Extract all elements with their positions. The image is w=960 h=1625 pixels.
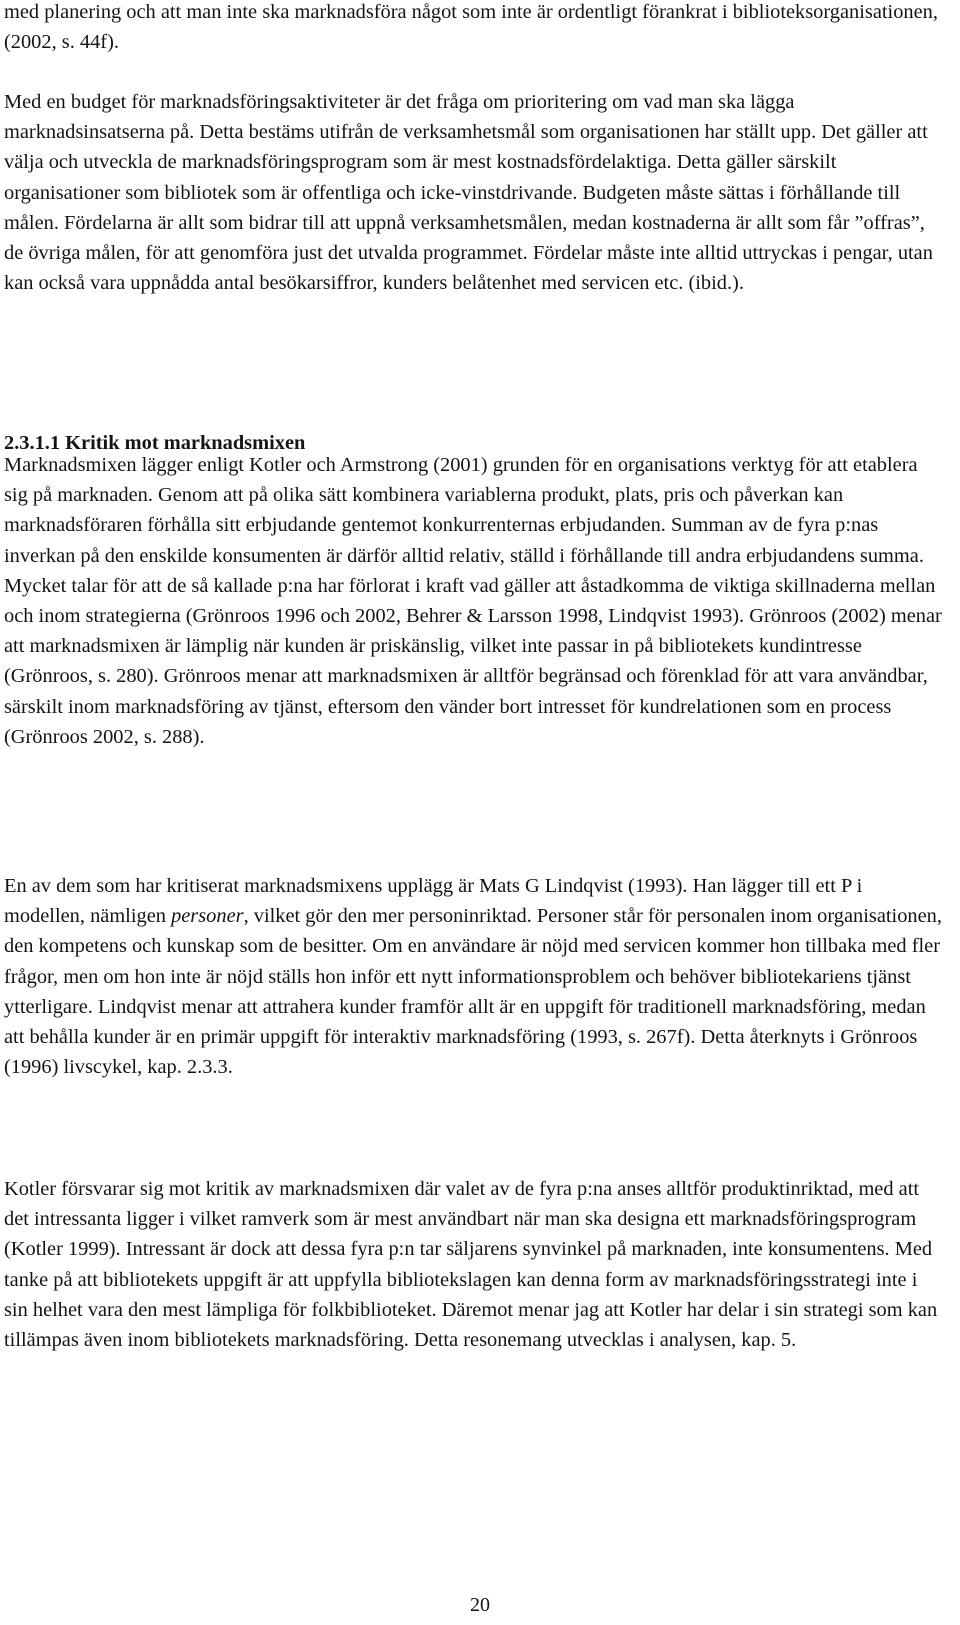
page-number: 20	[470, 1594, 490, 1616]
paragraph-lindqvist-start: En av dem som har kritiserat marknadsmixens upplägg är Mats G Lindqvist (1993). Han lägger till ett P i modellen, nämligen	[4, 875, 863, 928]
paragraph-kritik: Marknadsmixen lägger enligt Kotler och Armstrong (2001) grunden för en organisations verktyg för att etablera sig på marknaden. Genom att på olika sätt kombinera variablerna produkt, plats, pris och påverkan kan marknadsföraren förhålla sitt erbjudande gentemot konkurrenternas erbjudanden. Summan av de fyra p:nas inverkan på den enskilde konsumenten är därför alltid relativ, ställd i förhållande till andra erbjudandens summa. Mycket talar för att de så kallade p:na har förlorat i kraft vad gäller att åstadkomma de viktiga skillnaderna mellan och inom strategierna (Grönroos 1996 och 2002, Behrer & Larsson 1998, Lindqvist 1993). Grönroos (2002) menar att marknadsmixen är lämplig när kunden är priskänslig, vilket inte passar in på bibliotekets kundintresse (Grönroos, s. 280). Grönroos menar att marknadsmixen är alltför begränsad och förenklad för att vara användbar, särskilt inom marknadsföring av tjänst, eftersom den vänder bort intresset för kundrelationen som en process (Grönroos 2002, s. 288).	[4, 454, 942, 748]
section-heading: 2.3.1.1 Kritik mot marknadsmixen	[4, 432, 306, 454]
paragraph-continuation: med planering och att man inte ska marknadsföra något som inte är ordentligt förankrat i biblioteksorganisationen, (2002, s. 44f).	[4, 1, 938, 54]
paragraph-lindqvist	[4, 871, 944, 1082]
emphasized-term: personer	[171, 905, 244, 928]
paragraph-budget: Med en budget för marknadsföringsaktiviteter är det fråga om prioritering om vad man ska lägga marknadsinsatserna på. Detta bestäms utifrån de verksamhetsmål som organisationen har ställt upp. Det gäller att välja och utveckla de marknadsföringsprogram som är mest kostnadsfördelaktiga. Detta gäller särskilt organisationer som bibliotek som är offentliga och icke-vinstdrivande. Budgeten måste sättas i förhållande till målen. Fördelarna är allt som bidrar till att uppnå verksamhetsmålen, medan kostnaderna är allt som får ”offras”, de övriga målen, för att genomföra just det utvalda programmet. Fördelar måste inte alltid uttryckas i pengar, utan kan också vara uppnådda antal besökarsiffror, kunders belåtenhet med servicen etc. (ibid.).	[4, 91, 933, 295]
paragraph-kotler: Kotler försvarar sig mot kritik av marknadsmixen där valet av de fyra p:na anses alltför produktinriktad, med att det intressanta ligger i vilket ramverk som är mest användbart när man ska designa ett marknadsföringsprogram (Kotler 1999). Intressant är dock att dessa fyra p:n tar säljarens synvinkel på marknaden, inte konsumentens. Med tanke på att bibliotekets uppgift är att uppfylla bibliotekslagen kan denna form av marknadsföringsstrategi inte i sin helhet vara den mest lämpliga för folkbiblioteket. Däremot menar jag att Kotler har delar i sin strategi som kan tillämpas även inom bibliotekets marknadsföring. Detta resonemang utvecklas i analysen, kap. 5.	[4, 1178, 938, 1352]
paragraph-lindqvist-end: , vilket gör den mer personinriktad. Personer står för personalen inom organisationen, den kompetens och kunskap som de besitter. Om en användare är nöjd med servicen kommer hon tillbaka med fler frågor, men om hon inte är nöjd ställs hon inför ett nytt informationsproblem och behöver bibliotekariens tjänst ytterligare. Lindqvist menar att attrahera kunder framför allt är en uppgift för traditionell marknadsföring, medan att behålla kunder är en primär uppgift för interaktiv marknadsföring (1993, s. 267f). Detta återknyts i Grönroos (1996) livscykel, kap. 2.3.3.	[4, 905, 942, 1079]
